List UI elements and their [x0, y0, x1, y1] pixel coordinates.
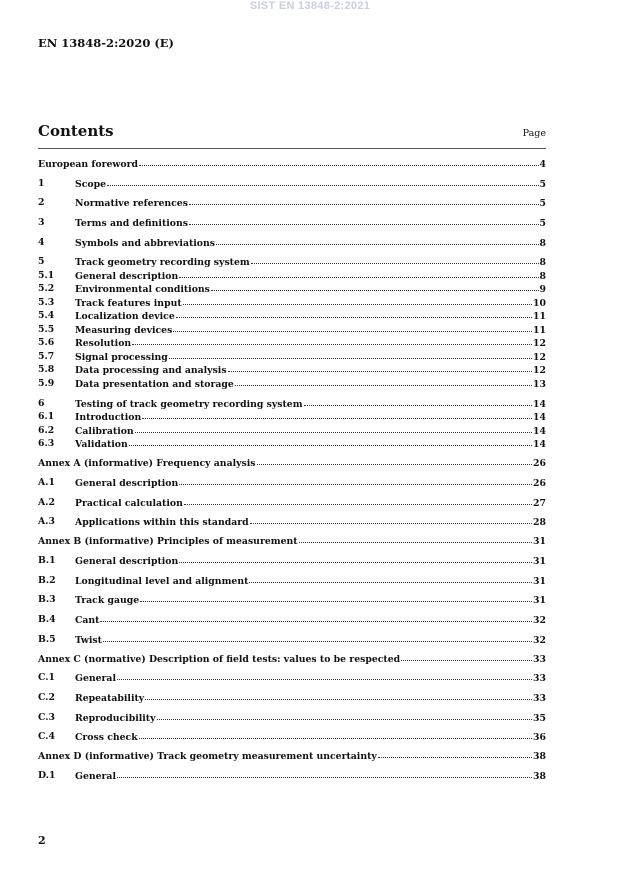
toc-number: 6 [38, 397, 45, 409]
toc-page: 8 [539, 270, 546, 282]
toc-leader-dots [129, 436, 532, 446]
toc-title: European foreword [38, 159, 138, 170]
toc-entry-b-1[interactable] [38, 554, 546, 568]
toc-title: Signal processing [75, 351, 168, 363]
toc-title: Track geometry recording system [75, 257, 250, 269]
toc-number: 5.5 [38, 323, 55, 335]
toc-leader-dots [257, 455, 533, 465]
toc-number: B.2 [38, 574, 56, 586]
toc-leader-dots [135, 423, 532, 433]
toc-leader-dots [216, 235, 539, 245]
toc-title: Annex A (informative) Frequency analysis [38, 458, 256, 470]
toc-leader-dots [189, 195, 539, 205]
toc-title: General [75, 673, 116, 685]
toc-page: 31 [533, 595, 546, 607]
toc-title: Longitudinal level and alignment [75, 575, 249, 587]
toc-title: Normative references [75, 198, 188, 210]
toc-leader-dots [132, 335, 532, 345]
toc-title: Practical calculation [75, 497, 183, 509]
toc-entry-scope[interactable] [38, 177, 546, 191]
toc-entry-5-9[interactable] [38, 377, 546, 391]
toc-leader-dots [139, 156, 539, 166]
toc-page: 5 [539, 218, 546, 230]
toc-leader-dots [142, 409, 532, 419]
toc-page: 26 [533, 477, 546, 489]
toc-page: 14 [533, 398, 546, 410]
toc-entry-c-1[interactable] [38, 671, 546, 685]
toc-page: 10 [533, 297, 546, 309]
toc-entry-5-2[interactable] [38, 282, 546, 296]
toc-title: Calibration [75, 425, 134, 437]
toc-leader-dots [145, 690, 532, 700]
toc-entry-annex-c[interactable] [38, 652, 546, 666]
toc-entry-a-3[interactable] [38, 515, 546, 529]
toc-leader-dots [249, 573, 532, 583]
toc-page: 28 [533, 517, 546, 529]
toc-page: 26 [533, 458, 546, 470]
toc-entry-c-4[interactable] [38, 730, 546, 744]
toc-number: 5.4 [38, 310, 55, 322]
toc-title: Scope [75, 178, 106, 190]
toc-page: 32 [533, 614, 546, 626]
toc-entry-c-3[interactable] [38, 711, 546, 725]
toc-page: 31 [533, 536, 546, 548]
toc-page: 11 [533, 324, 546, 336]
toc-leader-dots [176, 308, 532, 318]
toc-leader-dots [179, 475, 532, 485]
toc-entry-6-1[interactable] [38, 410, 546, 424]
toc-page: 8 [539, 257, 546, 269]
toc-entry-a-1[interactable] [38, 476, 546, 490]
page-number: 2 [38, 834, 46, 847]
toc-number: 3 [38, 217, 45, 229]
toc-page: 8 [539, 237, 546, 249]
toc-entry-5-5[interactable] [38, 323, 546, 337]
toc-leader-dots [140, 592, 532, 602]
toc-title: Symbols and abbreviations [75, 237, 215, 249]
toc-number: 5.3 [38, 296, 55, 308]
toc-entry-5-7[interactable] [38, 350, 546, 364]
watermark: SIST EN 13848-2:2021 [249, 0, 371, 12]
toc-entry-5-4[interactable] [38, 309, 546, 323]
toc-number: 5.2 [38, 283, 55, 295]
toc-entry-d-1[interactable] [38, 769, 546, 783]
toc-leader-dots [228, 362, 532, 372]
toc-page: 9 [539, 284, 546, 296]
toc-number: 5.6 [38, 337, 55, 349]
toc-leader-dots [169, 349, 532, 359]
toc-page: 5 [539, 178, 546, 190]
toc-title: General description [75, 477, 179, 489]
toc-leader-dots [139, 729, 532, 739]
toc-title: Measuring devices [75, 324, 173, 336]
toc-number: 4 [38, 236, 45, 248]
toc-title: Cross check [75, 732, 138, 744]
toc-leader-dots [100, 612, 532, 622]
toc-page: 38 [533, 771, 546, 783]
contents-title: Contents [38, 122, 114, 140]
toc-number: 2 [38, 197, 45, 209]
toc-leader-dots [103, 632, 532, 642]
toc-page: 36 [533, 732, 546, 744]
toc-number: B.4 [38, 613, 56, 625]
toc-leader-dots [299, 533, 532, 543]
toc-number: 5.9 [38, 377, 55, 389]
toc-leader-dots [179, 268, 538, 278]
toc-leader-dots [157, 710, 533, 720]
toc-entry-symbols-and-abbreviations[interactable] [38, 236, 546, 250]
toc-number: C.4 [38, 731, 55, 743]
toc-page: 31 [533, 575, 546, 587]
toc-page: 12 [533, 338, 546, 350]
toc-entry-b-4[interactable] [38, 613, 546, 627]
toc-leader-dots [173, 322, 532, 332]
toc-title: General [75, 771, 116, 783]
toc-entry-annex-a[interactable] [38, 456, 546, 470]
toc-leader-dots [304, 396, 533, 406]
toc-title: General description [75, 555, 179, 567]
document-id: EN 13848-2:2020 (E) [38, 36, 174, 50]
toc-leader-dots [117, 670, 532, 680]
toc-title: Annex B (informative) Principles of measurement [38, 536, 298, 548]
toc-page: 35 [533, 712, 546, 724]
toc-page: 11 [533, 311, 546, 323]
toc-page: 5 [539, 198, 546, 210]
toc-leader-dots [378, 748, 532, 758]
toc-title: Data processing and analysis [75, 365, 227, 377]
toc-entry-5-1[interactable] [38, 269, 546, 283]
toc-entry-6-2[interactable] [38, 424, 546, 438]
toc-number: B.3 [38, 594, 56, 606]
toc-entry-a-2[interactable] [38, 496, 546, 510]
toc-number: 5 [38, 256, 45, 268]
toc-entry-b-2[interactable] [38, 574, 546, 588]
toc-title: Localization device [75, 311, 175, 323]
toc-leader-dots [179, 553, 532, 563]
toc-entry-b-5[interactable] [38, 633, 546, 647]
toc-leader-dots [211, 281, 539, 291]
toc-leader-dots [189, 215, 539, 225]
toc-entry-normative-references[interactable] [38, 196, 546, 210]
toc-entry-annex-d[interactable] [38, 749, 546, 763]
toc-number: 6.2 [38, 424, 55, 436]
toc-title: Cant [75, 614, 100, 626]
toc-title: General description [75, 270, 179, 282]
toc-number: 6.3 [38, 438, 55, 450]
toc-page: 38 [533, 751, 546, 763]
toc-number: 5.8 [38, 364, 55, 376]
toc-leader-dots [184, 495, 532, 505]
toc-leader-dots [251, 254, 539, 264]
toc-entry-c-2[interactable] [38, 691, 546, 705]
toc-title: Track features input [75, 297, 182, 309]
toc-entry-terms-and-definitions[interactable] [38, 216, 546, 230]
toc-leader-dots [183, 295, 532, 305]
toc-entry-annex-b[interactable] [38, 534, 546, 548]
toc-title: Data presentation and storage [75, 378, 234, 390]
toc-number: C.1 [38, 672, 55, 684]
toc-number: D.1 [38, 770, 56, 782]
toc-page: 12 [533, 365, 546, 377]
toc-number: B.5 [38, 633, 56, 645]
toc-title: Track gauge [75, 595, 140, 607]
toc-number: A.2 [38, 496, 55, 508]
toc-page: 14 [533, 439, 546, 451]
toc-title: Applications within this standard [75, 517, 249, 529]
toc-title: Testing of track geometry recording system [75, 398, 303, 410]
toc-number: 6.1 [38, 411, 55, 423]
toc-title: Reproducibility [75, 712, 156, 724]
toc-page: 4 [539, 159, 546, 170]
toc-number: 5.7 [38, 350, 55, 362]
toc-entry-track-geometry-recording-system[interactable] [38, 255, 546, 269]
toc-title: Resolution [75, 338, 132, 350]
toc-number: C.3 [38, 711, 55, 723]
toc-number: A.1 [38, 476, 55, 488]
page-column-label: Page [522, 128, 546, 139]
toc-number: B.1 [38, 554, 56, 566]
toc-leader-dots [401, 651, 532, 661]
toc-page: 14 [533, 425, 546, 437]
toc-title: Annex C (normative) Description of field tests: values to be respected [38, 653, 401, 665]
toc-entry-5-6[interactable] [38, 336, 546, 350]
toc-page: 12 [533, 351, 546, 363]
table-of-contents [38, 148, 546, 783]
toc-entry-b-3[interactable] [38, 593, 546, 607]
toc-entry-testing[interactable] [38, 397, 546, 411]
toc-title: Annex D (informative) Track geometry measurement uncertainty [38, 751, 377, 763]
toc-page: 33 [533, 653, 546, 665]
toc-title: Introduction [75, 412, 142, 424]
toc-leader-dots [117, 768, 532, 778]
toc-entry-european-foreword[interactable] [38, 157, 546, 171]
toc-entry-6-3[interactable] [38, 437, 546, 451]
toc-leader-dots [235, 376, 532, 386]
toc-page: 13 [533, 378, 546, 390]
toc-entry-5-3[interactable] [38, 296, 546, 310]
toc-number: C.2 [38, 692, 55, 703]
toc-page: 32 [533, 634, 546, 646]
toc-title: Validation [75, 439, 128, 451]
toc-page: 33 [533, 693, 546, 704]
toc-page: 31 [533, 555, 546, 567]
toc-page: 33 [533, 673, 546, 685]
toc-title: Twist [75, 634, 102, 646]
toc-number: 5.1 [38, 269, 55, 281]
toc-entry-5-8[interactable] [38, 363, 546, 377]
toc-leader-dots [107, 176, 539, 186]
toc-page: 27 [533, 497, 546, 509]
toc-title: Environmental conditions [75, 284, 210, 296]
toc-page: 14 [533, 412, 546, 424]
toc-number: A.3 [38, 516, 55, 528]
toc-title: Repeatability [75, 693, 145, 704]
toc-title: Terms and definitions [75, 218, 188, 230]
toc-number: 1 [38, 177, 45, 189]
toc-leader-dots [250, 514, 532, 524]
